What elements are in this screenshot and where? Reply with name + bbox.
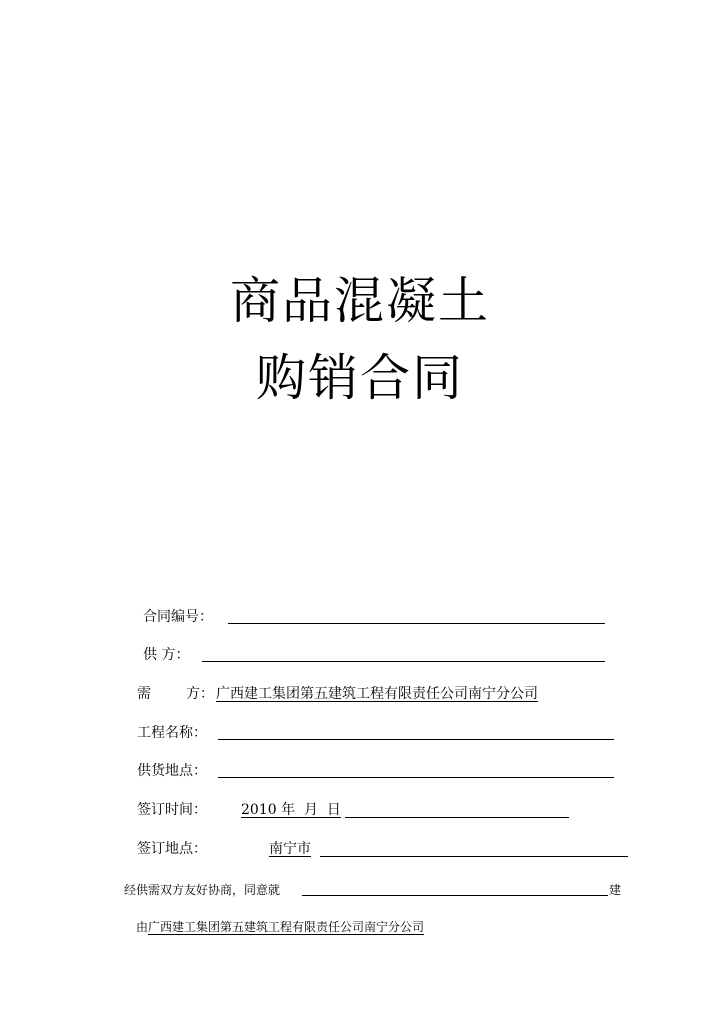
document-title-line-2: 购销合同 <box>256 349 464 407</box>
body-line-1-prefix: 经供需双方友好协商，同意就 <box>124 883 281 897</box>
project-name-label: 工程名称： <box>137 725 207 741</box>
buyer-label-b: 方： <box>186 686 214 702</box>
sign-place-value: 南宁市 <box>269 841 311 857</box>
buyer-value: 广西建工集团第五建筑工程有限责任公司南宁分公司 <box>216 686 538 702</box>
sign-place-label: 签订地点： <box>137 841 207 857</box>
supply-location-blank <box>218 777 614 778</box>
sign-place-blank <box>320 856 628 857</box>
project-name-blank <box>218 739 614 740</box>
buyer-label-a: 需 <box>137 686 151 702</box>
supplier-blank <box>202 661 605 662</box>
sign-time-blank <box>345 817 569 818</box>
contract-number-label: 合同编号： <box>143 609 213 625</box>
body-line-1-blank <box>302 895 608 896</box>
supply-location-label: 供货地点： <box>137 763 207 779</box>
contract-number-blank <box>228 623 605 624</box>
body-line-1-suffix: 建 <box>609 883 622 897</box>
body-line-2-value: 广西建工集团第五建筑工程有限责任公司南宁分公司 <box>148 920 425 934</box>
sign-time-value: 2010 年 月 日 <box>241 802 341 818</box>
document-title-line-1: 商品混凝土 <box>230 272 490 330</box>
sign-time-label: 签订时间： <box>137 802 207 818</box>
body-line-2-prefix: 由 <box>136 920 149 934</box>
supplier-label: 供 方： <box>143 647 190 663</box>
